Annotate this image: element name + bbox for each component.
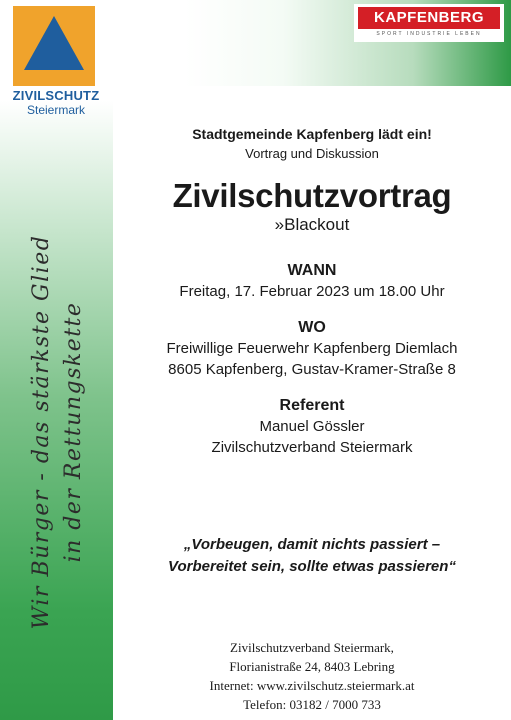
zivilschutz-logo xyxy=(13,6,95,86)
slogan-line-2: in der Rettungskette xyxy=(61,301,86,563)
speaker-label: Referent xyxy=(279,397,345,414)
zivilschutz-logo-region: Steiermark xyxy=(26,103,85,117)
speaker-name: Manuel Gössler xyxy=(259,418,365,435)
speaker-org: Zivilschutzverband Steiermark xyxy=(211,439,413,456)
kapfenberg-logo xyxy=(354,4,504,42)
host-name: Stadtgemeinde Kapfenberg xyxy=(192,126,375,142)
quote xyxy=(113,534,511,578)
slogan-line-1: Wir Bürger - das stärkste Glied xyxy=(29,234,54,630)
event-subtitle: Vortrag und Diskussion xyxy=(245,146,379,161)
invitation-line xyxy=(113,126,511,143)
kapfenberg-logo-tagline: SPORT INDUSTRIE LEBEN xyxy=(376,31,482,37)
footer-website[interactable]: Internet: www.zivilschutz.steiermark.at xyxy=(209,678,415,693)
quote-line-2: Vorbereitet sein, sollte etwas passieren“ xyxy=(168,558,456,575)
footer-phone: Telefon: 03182 / 7000 733 xyxy=(243,697,381,712)
kapfenberg-logo-name: KAPFENBERG xyxy=(358,7,500,29)
where-label: WO xyxy=(298,319,326,336)
quote-line-1: „Vorbeugen, damit nichts passiert – xyxy=(183,536,441,553)
where-line-1: Freiwillige Feuerwehr Kapfenberg Diemlach xyxy=(166,340,458,357)
triangle-icon xyxy=(22,14,86,72)
footer-line-2: Florianistraße 24, 8403 Lebring xyxy=(229,659,395,674)
zivilschutz-logo-name: ZIVILSCHUTZ xyxy=(12,88,100,103)
footer-line-1: Zivilschutzverband Steiermark, xyxy=(230,640,394,655)
when-label: WANN xyxy=(287,262,337,279)
invitation-text: lädt ein! xyxy=(374,126,432,142)
when-text: Freitag, 17. Februar 2023 um 18.00 Uhr xyxy=(179,283,445,300)
event-topic: »Blackout xyxy=(274,215,350,234)
where-line-2: 8605 Kapfenberg, Gustav-Kramer-Straße 8 xyxy=(168,361,456,378)
event-title: Zivilschutzvortrag xyxy=(172,177,452,214)
vertical-slogan xyxy=(26,162,90,702)
footer-contact xyxy=(113,638,511,714)
event-content xyxy=(113,126,511,458)
